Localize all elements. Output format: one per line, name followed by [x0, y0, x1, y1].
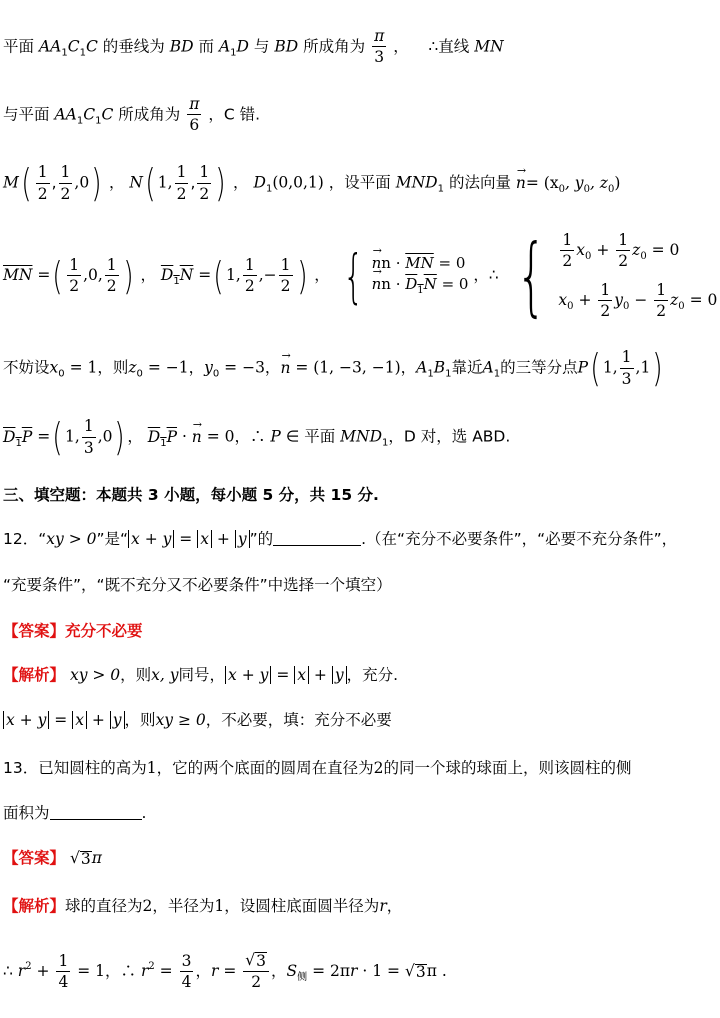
fraction: $\frac{\pi}{6}$: [189, 95, 200, 135]
sub: 1: [95, 115, 102, 127]
sub: 1: [61, 47, 68, 59]
text: ∴直线: [428, 37, 470, 56]
text: 平面: [3, 37, 35, 56]
answer-blank[interactable]: [273, 545, 361, 546]
text: ，: [393, 37, 409, 56]
text: 所成角为: [303, 37, 366, 56]
question-13: 13．已知圆柱的高为1，它的两个底面的圆周在直径为2的同一个球的球面上，则该圆柱的侧: [3, 759, 632, 777]
math: N: [129, 173, 143, 192]
fraction: $\frac{\pi}{3}$: [374, 27, 385, 67]
section-heading: 三、填空题：本题共 3 小题，每小题 5 分，共 15 分.: [3, 486, 379, 504]
math: MND: [395, 173, 438, 192]
math: C: [83, 105, 96, 124]
answer-13: 【答案】 √ 3 π: [3, 849, 102, 868]
question-12-cont: “充要条件”，“既不充分又不必要条件”中选择一个填空）: [3, 576, 392, 594]
text: 的垂线为: [102, 37, 165, 56]
analysis-13: 【解析】球的直径为2，半径为1，设圆柱底面圆半径为r，: [3, 897, 403, 915]
math: AA: [38, 37, 62, 56]
math: BD: [169, 37, 194, 56]
answer-blank[interactable]: [50, 819, 142, 820]
text: 与: [253, 37, 270, 56]
solution-line-5: 不妨设$x_0 = 1$，则$z_0 = -1$，$y_0 = -3$，→ n = (1, −3, −1)，$A_1B_1$靠近$A_1$的三等分点P( 1, $\frac{1}{3}$ ,1): [3, 349, 665, 387]
math: D: [236, 37, 249, 56]
math: C: [85, 37, 98, 56]
solution-line-1: [3, 28, 504, 66]
analysis-tag: 【解析】: [3, 897, 66, 915]
math: C: [101, 105, 114, 124]
analysis-12: 【解析】 xy > 0，则x, y同号， x + y = x + y ，充分.: [3, 666, 399, 684]
question-12: 12．“xy > 0”是“ x + y = x + y ”的 .（在“充分不必要条件”，“必要不充分条件”，: [3, 530, 678, 548]
answer-12: [3, 624, 143, 640]
math: C: [67, 37, 80, 56]
solution-line-3: M( $\frac{1}{2}$ , $\frac{1}{2}$ ,0) ， N( 1, $\frac{1}{2}$ , $\frac{1}{2}$ ) ， $D_1(0,0,1)$ ，设平面 $MND_1$ 的法向量 → $n= (x_0$, $y_0$, $z_0$): [3, 164, 620, 202]
answer-text: 充分不必要: [65, 622, 143, 640]
solution-line-4: $\overline{MN}$ =( $\frac{1}{2}$ ,0, $\frac{1}{2}$ ) ， $D_1N$ =( 1, $\frac{1}{2}$ ,− $\frac{1}{2}$ ) ， { → nn · $\overline{MN} = 0$ → nn · $D_1N = 0$ ，∴ { $\frac{1}{2}$ $x_0$ + $\frac{1}{2}$ $z_0 = 0$ $x_0$ + $\frac{1}{2}$ $y_0$ − $\frac{1}{2}$ $z_0 = 0$: [3, 232, 717, 319]
solution-line-2: [3, 96, 260, 134]
text: 而: [198, 37, 215, 56]
math: MN: [474, 37, 504, 56]
text: ，C 错.: [208, 105, 261, 124]
math: BD: [274, 37, 299, 56]
math: D: [253, 173, 266, 192]
normal-vector: → n: [516, 176, 526, 192]
text: 与平面: [3, 105, 50, 124]
equation-system-1: { → nn · $\overline{MN} = 0$ → nn · $D_1N = 0$: [335, 247, 469, 305]
analysis-tag: 【解析】: [3, 666, 66, 684]
sub: 1: [76, 115, 84, 127]
sub: 1: [79, 47, 86, 59]
vector-mn: $\overline{MN}$: [3, 266, 33, 285]
answer-tag: 【答案】: [3, 849, 66, 867]
equation-system-2: { $\frac{1}{2}$ $x_0$ + $\frac{1}{2}$ $z_0 = 0$ $x_0$ + $\frac{1}{2}$ $y_0$ − $\frac{1}{2}$ $z_0 = 0$: [516, 225, 718, 326]
solution-line-6: $D_1P$ =( 1, $\frac{1}{3}$ ,0) ， $D_1P$ · → n = 0，∴ P ∈ 平面 $MND_1$，D 对，选 ABD.: [3, 418, 510, 456]
question-13-cont: 面积为 .: [3, 804, 147, 822]
math: A: [218, 37, 231, 56]
analysis-12-cont: x + y = x + y ，则xy ≥ 0，不必要，填：充分不必要: [3, 713, 392, 729]
text: 所成角为: [118, 105, 181, 124]
analysis-13-cont: ∴ $r^2$ + $\frac{1}{4}$ = 1，∴ $r^2$ = $\frac{3}{4}$ ，r = √ 3 2 ，$S_侧 = 2\pi r \cdot 1$ = √ 3 π .: [3, 951, 447, 992]
sub: 1: [230, 47, 237, 59]
math: M: [3, 173, 19, 192]
math: AA: [54, 105, 77, 124]
answer-tag: 【答案】: [3, 622, 66, 640]
